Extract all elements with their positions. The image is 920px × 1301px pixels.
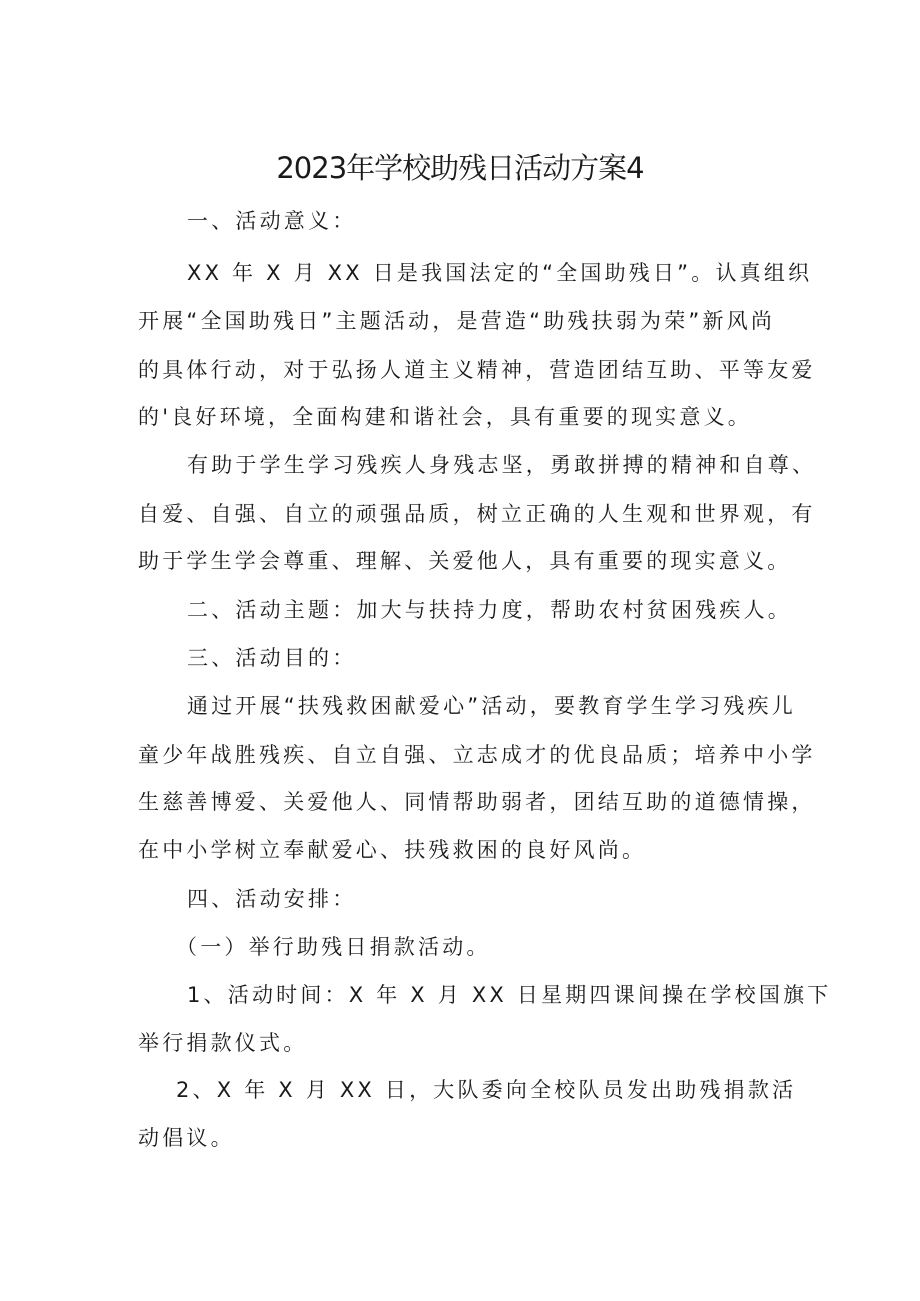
- list-item-line: 动倡议。: [138, 1126, 235, 1150]
- paragraph-line: 在中小学树立奉献爱心、扶残救困的良好风尚。: [138, 838, 647, 862]
- list-item-line: 举行捐款仪式。: [138, 1031, 308, 1055]
- paragraph-line: 童少年战胜残疾、自立自强、立志成才的优良品质；培养中小学: [138, 743, 816, 767]
- paragraph-line: 有助于学生学习残疾人身残志坚，勇敢拼搏的精神和自尊、: [187, 453, 817, 477]
- subsection-heading: （一）举行助残日捐款活动。: [176, 935, 491, 959]
- section-heading-arrangement: 四、活动安排：: [187, 887, 357, 911]
- section-heading-purpose: 三、活动目的：: [187, 646, 357, 670]
- paragraph-line: 的具体行动，对于弘扬人道主义精神，营造团结互助、平等友爱: [138, 358, 816, 382]
- paragraph-line: 助于学生学会尊重、理解、关爱他人，具有重要的现实意义。: [138, 549, 792, 573]
- paragraph-line: 通过开展“扶残救困献爱心”活动，要教育学生学习残疾儿: [187, 694, 796, 718]
- paragraph-line: XX 年 X 月 XX 日是我国法定的“全国助残日”。认真组织: [187, 261, 813, 285]
- section-heading-theme: 二、活动主题：加大与扶持力度，帮助农村贫困残疾人。: [187, 598, 792, 622]
- section-heading-significance: 一、活动意义：: [187, 209, 357, 233]
- paragraph-line: 生慈善博爱、关爱他人、同情帮助弱者，团结互助的道德情操，: [138, 790, 816, 814]
- document-title: 2023年学校助残日活动方案4: [276, 151, 644, 185]
- list-item-line: 1、活动时间：X 年 X 月 XX 日星期四课间操在学校国旗下: [187, 983, 832, 1007]
- paragraph-line: 的'良好环境，全面构建和谐社会，具有重要的现实意义。: [138, 405, 752, 429]
- paragraph-line: 自爱、自强、自立的顽强品质，树立正确的人生观和世界观，有: [138, 502, 816, 526]
- paragraph-line: 开展“全国助残日”主题活动，是营造“助残扶弱为荣”新风尚: [138, 309, 776, 333]
- list-item-line: 2、X 年 X 月 XX 日，大队委向全校队员发出助残捐款活: [176, 1078, 797, 1102]
